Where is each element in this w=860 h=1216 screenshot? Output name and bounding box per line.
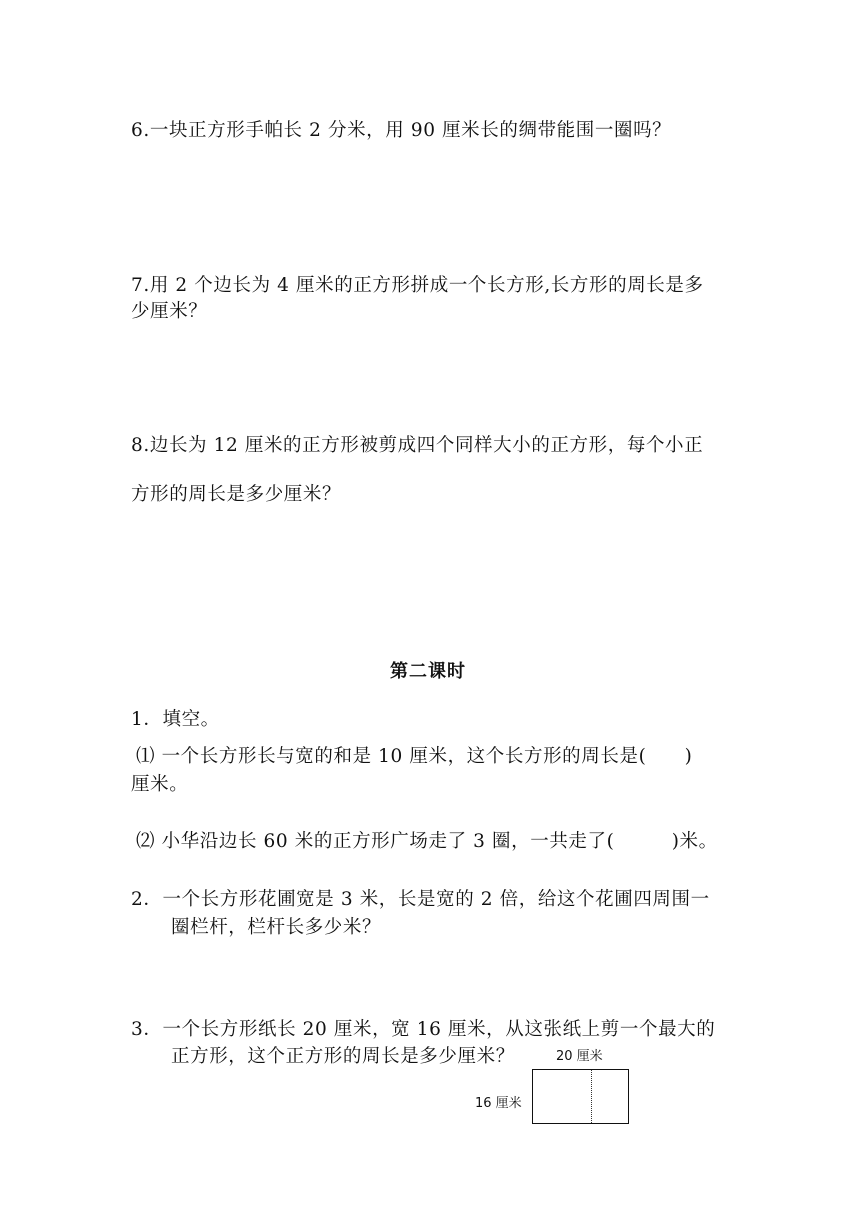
lesson2-question-1-1-line-2: 厘米。 bbox=[131, 774, 189, 795]
figure-cut-line bbox=[591, 1070, 592, 1123]
lesson2-question-1-title: 1．填空。 bbox=[131, 709, 220, 730]
figure-left-label: 16 厘米 bbox=[475, 1096, 522, 1111]
lesson2-question-1-1-line-1: ⑴ 一个长方形长与宽的和是 10 厘米，这个长方形的周长是( ) bbox=[136, 746, 693, 767]
lesson2-question-2-line-2: 圈栏杆，栏杆长多少米？ bbox=[171, 917, 382, 938]
lesson2-question-1-2: ⑵ 小华沿边长 60 米的正方形广场走了 3 圈，一共走了( )米。 bbox=[136, 831, 718, 852]
question-6: 6.一块正方形手帕长 2 分米，用 90 厘米长的绸带能围一圈吗？ bbox=[131, 120, 672, 141]
figure-top-label: 20 厘米 bbox=[556, 1049, 603, 1064]
question-8-line-2: 方形的周长是多少厘米？ bbox=[131, 484, 342, 505]
lesson2-question-2-line-1: 2．一个长方形花圃宽是 3 米，长是宽的 2 倍，给这个花圃四周围一 bbox=[131, 889, 710, 910]
section-title: 第二课时 bbox=[390, 661, 466, 682]
figure-rectangle bbox=[532, 1069, 629, 1124]
question-7-line-2: 少厘米？ bbox=[131, 301, 208, 322]
question-8-line-1: 8.边长为 12 厘米的正方形被剪成四个同样大小的正方形，每个小正 bbox=[131, 435, 704, 456]
question-7-line-1: 7.用 2 个边长为 4 厘米的正方形拼成一个长方形,长方形的周长是多 bbox=[131, 275, 704, 296]
lesson2-question-3-line-2: 正方形，这个正方形的周长是多少厘米？ bbox=[171, 1046, 515, 1067]
lesson2-question-3-line-1: 3．一个长方形纸长 20 厘米，宽 16 厘米，从这张纸上剪一个最大的 bbox=[131, 1019, 716, 1040]
